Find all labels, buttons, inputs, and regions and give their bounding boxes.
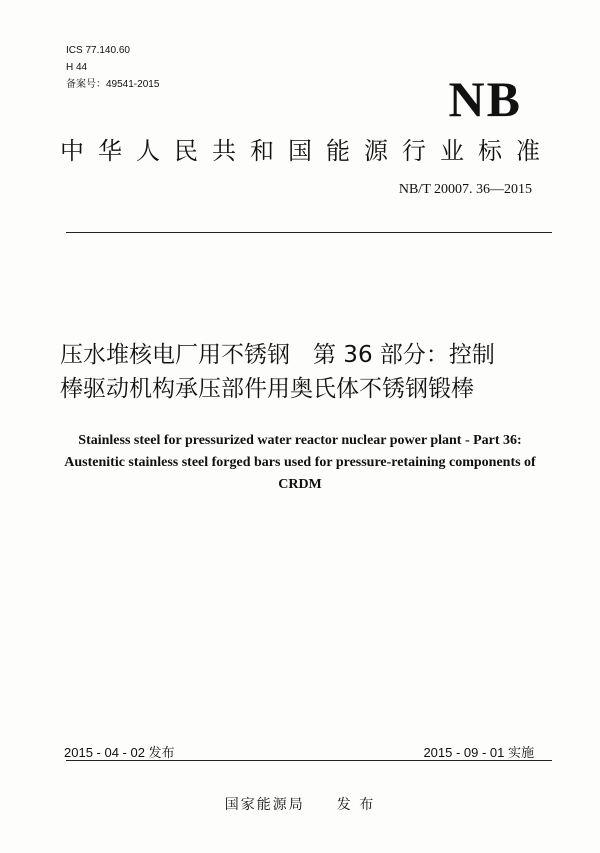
effective-date: 2015 - 09 - 01 实施 — [423, 745, 534, 760]
org-char: 和 — [250, 137, 274, 165]
english-title-line: Austenitic stainless steel forged bars used for pressure-retaining components of — [64, 455, 536, 470]
english-title-line: Stainless steel for pressurized water reactor nuclear power plant - Part 36: — [78, 433, 522, 448]
english-title — [40, 430, 560, 496]
issuing-organization-title — [60, 136, 540, 166]
org-char: 能 — [326, 137, 350, 165]
footer-divider — [66, 760, 552, 761]
nb-logo: NB — [448, 71, 522, 127]
chinese-title — [60, 338, 550, 406]
english-title-line: CRDM — [278, 477, 322, 492]
org-char: 国 — [288, 137, 312, 165]
org-char: 中 — [60, 137, 84, 165]
org-char: 行 — [402, 137, 426, 165]
org-char: 业 — [440, 137, 464, 165]
chinese-title-line: 压水堆核电厂用不锈钢 第 36 部分：控制 — [60, 342, 495, 368]
org-char: 源 — [364, 137, 388, 165]
issuer: 国家能源局 发 布 — [224, 797, 376, 813]
ics-code: ICS 77.140.60 — [66, 45, 130, 56]
chinese-title-line: 棒驱动机构承压部件用奥氏体不锈钢锻棒 — [60, 376, 474, 402]
standard-number: NB/T 20007. 36—2015 — [398, 182, 532, 197]
issue-date: 2015 - 04 - 02 发布 — [64, 745, 175, 760]
header-divider — [66, 232, 552, 233]
org-char: 民 — [174, 137, 198, 165]
ccs-code: H 44 — [66, 62, 88, 73]
org-char: 华 — [98, 137, 122, 165]
org-char: 准 — [516, 137, 540, 165]
filing-number: 备案号：49541-2015 — [66, 79, 160, 90]
org-char: 共 — [212, 137, 236, 165]
org-char: 标 — [478, 137, 502, 165]
org-char: 人 — [136, 137, 160, 165]
